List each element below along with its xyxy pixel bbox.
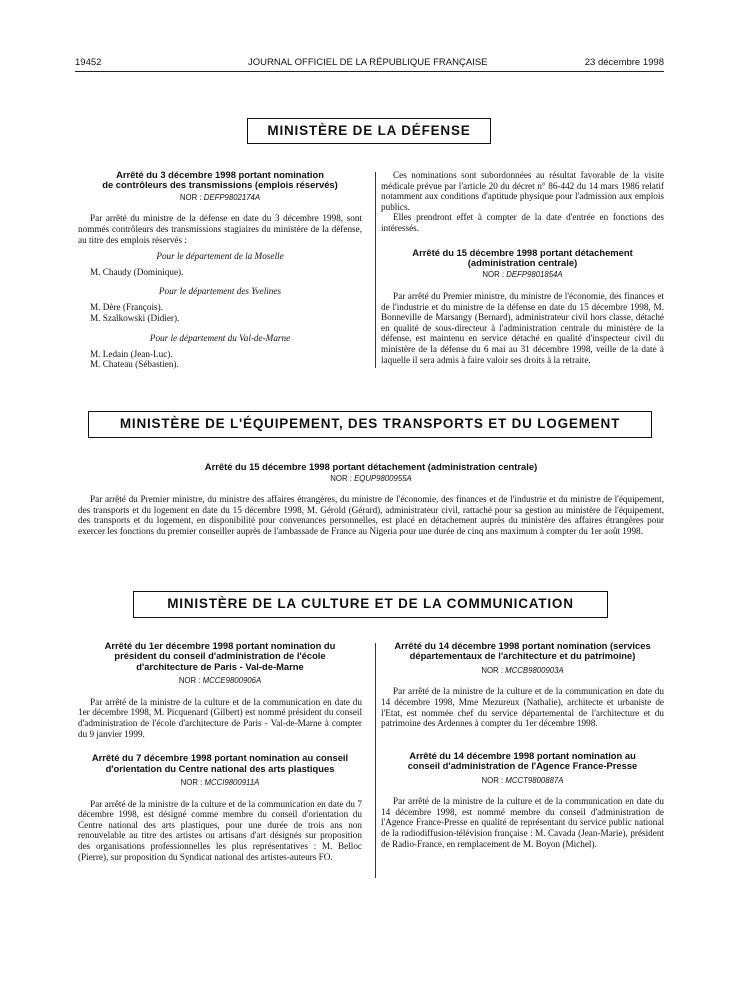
- nor-reference: [381, 776, 664, 787]
- nor-code: MCCB9800903A: [505, 665, 564, 675]
- article-body: Elles prendront effet à compter de la date d'entrée en fonctions des intéressés.: [381, 212, 664, 233]
- nor-label: NOR :: [481, 665, 506, 675]
- article-body: Par arrêté de la ministre de la culture et de la communication en date du 7 décembre 1998, est désigné comme membre du conseil d'orientation du Centre national des arts plastiques, pour une durée de trois ans non renouvelable au titre des artistes ou artisans d'art désignés sur proposition des organisations professionnelles les plus représentatives : M. Belloc (Pierre), sur proposition du Syndicat national des artistes-auteurs FO.: [78, 798, 362, 862]
- article-body: Par arrêté du Premier ministre, du ministre des affaires étrangères, du ministre de l'économie, des finances et de l'industrie et du ministre de l'équipement, des transports et du logement en date du 15 décembre 1998, M. Gérold (Gérard), administrateur civil, rattaché pour sa gestion au ministère de l'équipement, des transports et du logement, en disponibilité pour convenances personnelles, est placé en détachement auprès du ministère des affaires étrangères pour exercer les fonctions du premier conseiller auprès de l'ambassade de France au Nigeria pour une durée de cinq ans maximum à compter du 1er août 1998.: [78, 494, 664, 536]
- article-title: [381, 248, 664, 269]
- nor-code: MCCT9800887A: [505, 775, 564, 785]
- nor-label: NOR :: [330, 474, 355, 484]
- column-rule: [375, 643, 376, 878]
- header-rule: [75, 71, 664, 72]
- ministry-culture-box: MINISTÈRE DE LA CULTURE ET DE LA COMMUNICATION: [133, 591, 608, 618]
- article-title: Arrêté du 14 décembre 1998 portant nomination (services départementaux de l'architecture et du patrimoine): [394, 640, 651, 662]
- nor-label: NOR :: [482, 270, 507, 280]
- defense-right-column: [381, 170, 664, 365]
- article-title: Arrêté du 1er décembre 1998 portant nomination du président du conseil d'administration de l'école d'architecture de Paris - Val-de-Marne: [104, 640, 336, 672]
- title-line: Arrêté du 15 décembre 1998 portant détachement: [412, 246, 633, 258]
- title-line: (administration centrale): [467, 256, 578, 268]
- issue-date: 23 décembre 1998: [584, 57, 664, 68]
- department-heading: Pour le département du Val-de-Marne: [149, 333, 291, 344]
- article-body: Par arrêté du Premier ministre, du ministre de l'économie, des finances et de l'industrie et du ministre de la défense en date du 15 décembre 1998, M. Bonneville de Marsangy (Bernard), administrateur civil hors classe, détaché en qualité de sous-directeur à l'administration centrale du ministère de la défense, est maintenu en service détaché en qualité d'inspecteur civil du ministère de la défense du 6 mai au 31 décembre 1998, veille de la date à laquelle il sera admis à faire valoir ses droits à la retraite.: [381, 290, 664, 365]
- article-title: [78, 170, 362, 191]
- article-body: Ces nominations sont subordonnées au résultat favorable de la visite médicale prévue par l'article 20 du décret n° 86-442 du 14 mars 1986 relatif notamment aux conditions d'aptitude physique pour l'admission aux emplois publics.: [381, 170, 664, 212]
- department-heading: Pour le département des Yvelines: [158, 286, 282, 297]
- column-rule: [375, 172, 376, 368]
- article-title: Arrêté du 7 décembre 1998 portant nomination au conseil d'orientation du Centre national des arts plastiques: [91, 752, 349, 774]
- nor-label: NOR :: [180, 778, 205, 787]
- nor-label: NOR :: [481, 775, 506, 785]
- title-line: de contrôleurs des transmissions (emplois réservés): [102, 179, 338, 191]
- nor-code: DEFP9802174A: [203, 192, 261, 202]
- article-title: Arrêté du 14 décembre 1998 portant nomination au conseil d'administration de l'Agence France-Presse: [407, 749, 638, 772]
- appointee: M. Chaudy (Dominique).: [90, 266, 184, 277]
- appointee: M. Chateau (Sébastien).: [90, 359, 179, 370]
- journal-title: JOURNAL OFFICIEL DE LA RÉPUBLIQUE FRANÇAISE: [248, 57, 488, 68]
- nor-label: NOR :: [179, 192, 204, 202]
- nor-reference: [78, 474, 664, 485]
- nor-reference: [78, 778, 362, 789]
- ministry-defense-box: MINISTÈRE DE LA DÉFENSE: [247, 118, 491, 144]
- nor-label: NOR :: [178, 676, 203, 686]
- nor-reference: [78, 193, 362, 204]
- department-heading: Pour le département de la Moselle: [156, 251, 284, 262]
- nor-code: DEFP9801854A: [506, 270, 563, 280]
- nor-code: MCCI9800911A: [204, 778, 260, 787]
- nor-code: MCCE9800906A: [202, 676, 262, 686]
- article-body: Par arrêté du ministre de la défense en date du 3 décembre 1998, sont nommés contrôleurs des transmissions stagiaires du ministère de la défense, au titre des emplois réservés :: [78, 213, 362, 245]
- equipement-article: [78, 462, 664, 536]
- appointee: M. Ledain (Jean-Luc).: [90, 348, 173, 359]
- nor-reference: [78, 676, 362, 687]
- title-line: Arrêté du 3 décembre 1998 portant nomination: [116, 169, 324, 180]
- ministry-equipement-box: MINISTÈRE DE L'ÉQUIPEMENT, DES TRANSPORTS ET DU LOGEMENT: [88, 411, 652, 438]
- nor-reference: [381, 270, 664, 281]
- article-title: Arrêté du 15 décembre 1998 portant détachement (administration centrale): [204, 461, 538, 472]
- defense-left-column: [78, 170, 362, 370]
- culture-left-column: [78, 641, 362, 862]
- article-body: Par arrêté de la ministre de la culture et de la communication en date du 14 décembre 1998, Mme Mezureux (Nathalie), architecte et urbaniste de l'Etat, est nommée chef du service départemental de l'architecture et du patrimoine des Ardennes à compter du 1er décembre 1998.: [381, 686, 664, 729]
- appointee: M. Dère (François).: [90, 301, 163, 312]
- nor-reference: [381, 666, 664, 677]
- article-body: Par arrêté de la ministre de la culture et de la communication en date du 1er décembre 1998, M. Picquenard (Gilbert) est nommé président du conseil d'administration de l'école d'architecture de Paris - Val-de-Marne à compter du 9 janvier 1999.: [78, 696, 362, 739]
- article-body: Par arrêté de la ministre de la culture et de la communication en date du 14 décembre 1998, est nommé membre du conseil d'administration de l'Agence France-Presse en qualité de représentant du service public national de la radiodiffusion-télévision française : M. Cavada (Jean-Marie), président de Radio-France, en remplacement de M. Boyon (Michel).: [381, 796, 664, 849]
- culture-right-column: [381, 641, 664, 849]
- page-number: 19452: [75, 57, 102, 68]
- appointee: M. Szalkowski (Didier).: [90, 312, 180, 323]
- nor-code: EQUP9800955A: [354, 474, 412, 484]
